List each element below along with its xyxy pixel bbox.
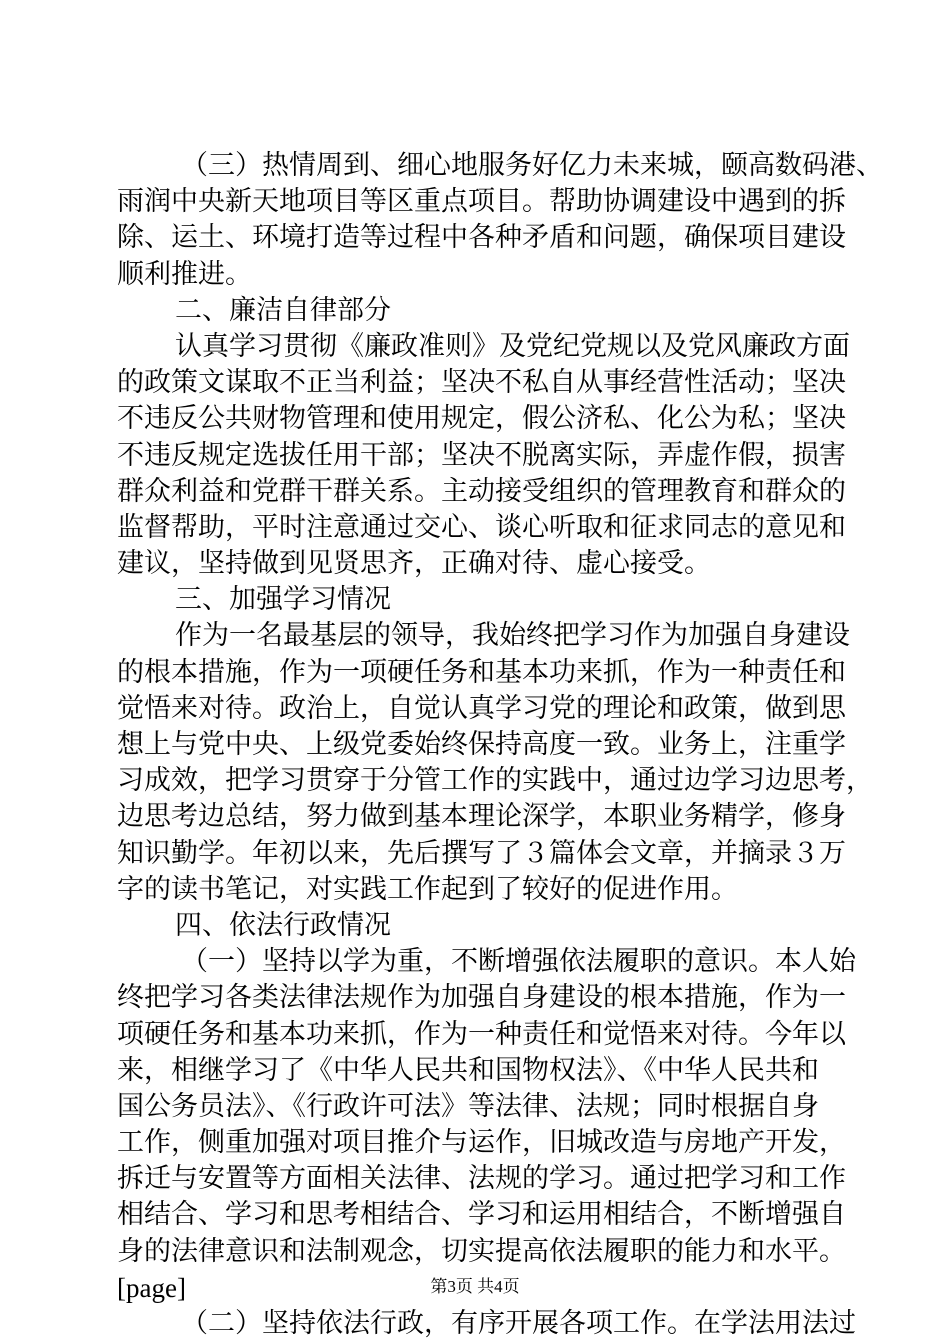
paragraph-line: 除、运土、环境打造等过程中各种矛盾和问题，确保项目建设 (117, 222, 846, 254)
document-body (117, 148, 883, 1342)
paragraph-line: 监督帮助，平时注意通过交心、谈心听取和征求同志的意见和 (117, 511, 846, 543)
paragraph-line: 觉悟来对待。政治上，自觉认真学习党的理论和政策，做到思 (117, 692, 846, 724)
page-marker: [page] (117, 1272, 186, 1303)
paragraph-line: 想上与党中央、上级党委始终保持高度一致。业务上，注重学 (117, 729, 846, 760)
paragraph-line: 作为一名最基层的领导，我始终把学习作为加强自身建设 (175, 620, 850, 652)
paragraph-line: 建议，坚持做到见贤思齐，正确对待、虚心接受。 (117, 548, 711, 580)
paragraph-line: 不违反规定选拔任用干部；坚决不脱离实际，弄虚作假，损害 (117, 439, 846, 471)
paragraph-line: 认真学习贯彻《廉政准则》及党纪党规以及党风廉政方面 (175, 330, 850, 362)
paragraph-line: （二）坚持依法行政，有序开展各项工作。在学法用法过 (181, 1308, 856, 1339)
section-heading: 四、依法行政情况 (175, 909, 391, 941)
paragraph-line: （一）坚持以学为重，不断增强依法履职的意识。本人始 (181, 946, 856, 978)
paragraph-line: 雨润中央新天地项目等区重点项目。帮助协调建设中遇到的拆 (117, 186, 846, 218)
paragraph-line: 身的法律意识和法制观念，切实提高依法履职的能力和水平。 (117, 1235, 846, 1267)
paragraph-line: 的根本措施，作为一项硬任务和基本功来抓，作为一种责任和 (117, 656, 846, 688)
paragraph-line: 拆迁与安置等方面相关法律、法规的学习。通过把学习和工作 (117, 1163, 846, 1195)
page-number-footer: 第3页 共4页 (430, 1277, 520, 1296)
paragraph-line: 项硬任务和基本功来抓，作为一种责任和觉悟来对待。今年以 (117, 1018, 846, 1050)
paragraph-line: 工作，侧重加强对项目推介与运作，旧城改造与房地产开发， (117, 1127, 846, 1159)
paragraph-line: （三）热情周到、细心地服务好亿力未来城，颐高数码港、 (181, 150, 883, 181)
paragraph-line: 来，相继学习了《中华人民共和国物权法》、《中华人民共和 (117, 1054, 819, 1086)
section-heading: 三、加强学习情况 (175, 584, 391, 616)
paragraph-line: 的政策文谋取不正当利益；坚决不私自从事经营性活动；坚决 (117, 367, 846, 399)
section-heading: 二、廉洁自律部分 (175, 294, 391, 326)
paragraph-line: 知识勤学。年初以来，先后撰写了３篇体会文章，并摘录３万 (117, 837, 846, 869)
paragraph-line: 习成效，把学习贯穿于分管工作的实践中，通过边学习边思考， (117, 765, 873, 797)
paragraph-line: 国公务员法》、《行政许可法》等法律、法规；同时根据自身 (117, 1090, 819, 1122)
paragraph-line: 群众利益和党群干群关系。主动接受组织的管理教育和群众的 (117, 475, 846, 507)
paragraph-line: 字的读书笔记，对实践工作起到了较好的促进作用。 (117, 873, 738, 905)
paragraph-line: 终把学习各类法律法规作为加强自身建设的根本措施，作为一 (117, 982, 846, 1014)
paragraph-line: 相结合、学习和思考相结合、学习和运用相结合，不断增强自 (117, 1199, 846, 1231)
paragraph-line: 边思考边总结，努力做到基本理论深学，本职业务精学，修身 (117, 801, 846, 833)
paragraph-line: 不违反公共财物管理和使用规定，假公济私、化公为私；坚决 (117, 403, 846, 435)
paragraph-line: 顺利推进。 (117, 258, 252, 290)
